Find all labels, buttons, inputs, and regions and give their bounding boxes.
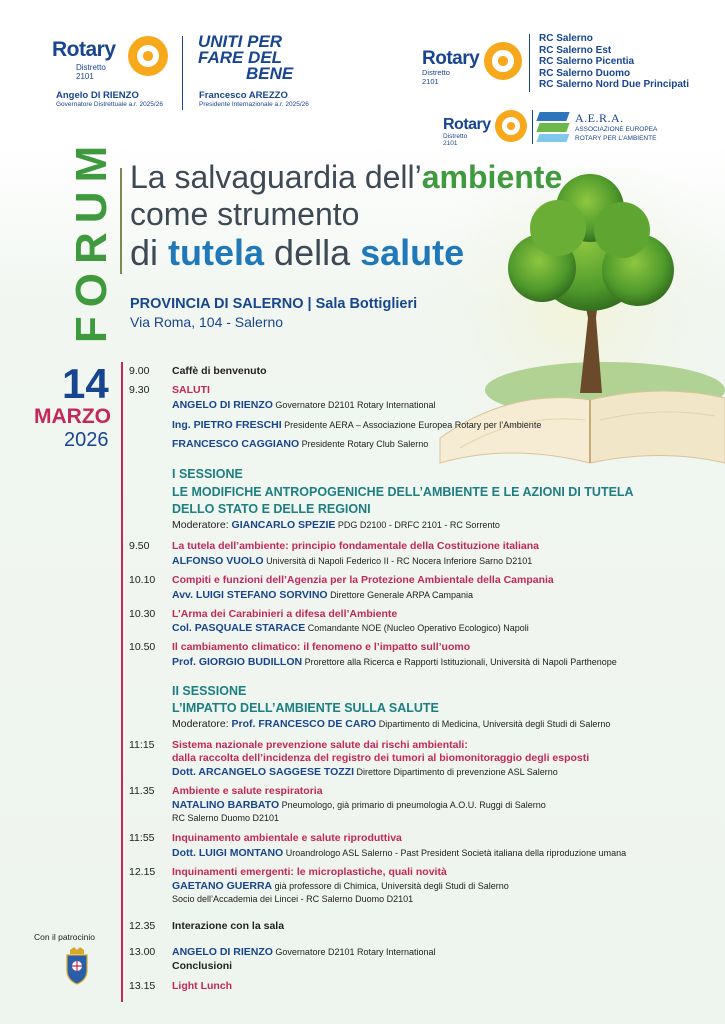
club-list (539, 33, 689, 91)
header-divider (529, 34, 530, 92)
district-label: Distretto 2101 (443, 133, 468, 147)
agenda-time: 10.30 (129, 608, 156, 620)
president-name: Francesco AREZZO (199, 90, 288, 101)
title-text: della (264, 232, 361, 273)
rotary-wordmark: Rotary (443, 116, 491, 133)
club-name: RC Salerno (539, 33, 593, 44)
speaker: NATALINO BARBATO Pneumologo, già primario di pneumologia A.O.U. Ruggi di Salerno (172, 799, 546, 811)
session-title: LE MODIFICHE ANTROPOGENICHE DELL’AMBIENTE E LE AZIONI DI TUTELA (172, 485, 634, 499)
talk-title: dalla raccolta dell’incidenza del registro dei tumori al biomonitoraggio degli esposti (172, 752, 590, 764)
agenda-time: 10.50 (129, 641, 156, 653)
province-crest-icon (62, 946, 92, 986)
session-title: L’IMPATTO DELL’AMBIENTE SULLA SALUTE (172, 701, 439, 715)
venue-name: PROVINCIA DI SALERNO | Sala Bottiglieri (130, 296, 418, 312)
session-label: II SESSIONE (172, 684, 247, 698)
speaker: Col. PASQUALE STARACE Comandante NOE (Nucleo Operativo Ecologico) Napoli (172, 622, 529, 634)
talk-title: La tutela dell’ambiente: principio fondamentale della Costituzione italiana (172, 540, 539, 552)
session-title: DELLO STATO E DELLE REGIONI (172, 502, 371, 516)
title-accent-bar (120, 168, 122, 274)
aera-logo-icon (538, 112, 568, 142)
speaker: Prof. GIORGIO BUDILLON Prorettore alla Ricerca e Rapporti Istituzionali, Università di Napoli Parthenope (172, 656, 617, 668)
speaker-affiliation: RC Salerno Duomo D2101 (172, 813, 280, 823)
speaker: Ing. PIETRO FRESCHI Presidente AERA – Associazione Europea Rotary per l’Ambiente (172, 419, 542, 431)
event-year: 2026 (64, 429, 109, 451)
forum-title (130, 158, 562, 274)
governor-role: Governatore Distrettuale a.r. 2025/26 (56, 101, 163, 108)
club-name: RC Salerno Est (539, 44, 612, 56)
speaker: ANGELO DI RIENZO Governatore D2101 Rotary International (172, 399, 436, 411)
patronage-label: Con il patrocinio (34, 932, 95, 942)
speaker: ALFONSO VUOLO Università di Napoli Federico II - RC Nocera Inferiore Sarno D2101 (172, 555, 533, 567)
aera-title: A.E.R.A. (575, 111, 624, 125)
event-day: 14 (62, 360, 109, 407)
rotary-wheel-icon (495, 110, 527, 142)
talk-title: Inquinamento ambientale e salute riproduttiva (172, 832, 402, 844)
rotary-wordmark: Rotary (52, 38, 116, 61)
speaker: Dott. ARCANGELO SAGGESE TOZZI Direttore Dipartimento di prevenzione ASL Salerno (172, 766, 558, 778)
talk-title: Compiti e funzioni dell’Agenzia per la Protezione Ambientale della Campania (172, 574, 554, 586)
agenda-time: 9.00 (129, 365, 150, 377)
title-text: La salvaguardia dell’ (130, 159, 422, 195)
header-divider (182, 36, 183, 110)
moderator: Moderatore: Prof. FRANCESCO DE CARO Dipartimento di Medicina, Università degli Studi di Salerno (172, 718, 611, 730)
agenda-item: Light Lunch (172, 980, 233, 992)
rotary-wordmark: Rotary (422, 48, 480, 69)
club-name: RC Salerno Picentia (539, 56, 635, 68)
aera-subtitle: ASSOCIAZIONE EUROPEA (575, 126, 658, 133)
agenda-time: 9.30 (129, 384, 150, 396)
governor-name: Angelo DI RIENZO (56, 90, 139, 101)
rotary-wheel-icon (128, 36, 168, 76)
club-name: RC Salerno Duomo (539, 67, 631, 79)
speaker-affiliation: Socio dell’Accademia dei Lincei - RC Salerno Duomo D2101 (172, 894, 414, 904)
agenda-time: 12.15 (129, 866, 156, 878)
club-name: RC Salerno Nord Due Principati (539, 79, 690, 91)
aera-subtitle: ROTARY PER L'AMBIENTE (575, 135, 657, 142)
agenda-time: 13.00 (129, 946, 156, 958)
talk-title: Sistema nazionale prevenzione salute dai rischi ambientali: (172, 739, 468, 751)
agenda-item: Interazione con la sala (172, 920, 285, 932)
venue-address: Via Roma, 104 - Salerno (130, 314, 284, 330)
rotary-wheel-icon (484, 42, 522, 80)
agenda-time: 11:55 (129, 832, 155, 844)
district-label: Distretto 2101 (422, 68, 450, 86)
header-divider (532, 110, 533, 144)
speaker: GAETANO GUERRA già professore di Chimica, Università degli Studi di Salerno (172, 880, 509, 892)
speaker: ANGELO DI RIENZO Governatore D2101 Rotary International (172, 946, 436, 958)
title-highlight: salute (360, 232, 465, 273)
title-highlight: tutela (168, 232, 265, 273)
motto-line: BENE (246, 64, 294, 83)
talk-title: Inquinamenti emergenti: le microplastiche, quali novità (172, 866, 447, 878)
district-label: Distretto 2101 (76, 63, 106, 81)
president-role: Presidente Internazionale a.r. 2025/26 (199, 101, 309, 108)
motto (198, 34, 293, 82)
agenda-item: SALUTI (172, 384, 210, 396)
talk-title: Ambiente e salute respiratoria (172, 785, 323, 797)
title-highlight: ambiente (421, 159, 563, 195)
session-label: I SESSIONE (172, 467, 243, 481)
talk-title: Il cambiamento climatico: il fenomeno e l’impatto sull’uomo (172, 641, 471, 653)
agenda-time: 13.15 (129, 980, 156, 992)
speaker: Avv. LUIGI STEFANO SORVINO Direttore Generale ARPA Campania (172, 589, 473, 601)
motto-line: UNITI PER (198, 32, 283, 51)
agenda-time: 11:15 (129, 739, 155, 751)
event-month: MARZO (34, 405, 111, 428)
agenda-item: Caffè di benvenuto (172, 365, 267, 377)
moderator: Moderatore: GIANCARLO SPEZIE PDG D2100 - DRFC 2101 - RC Sorrento (172, 519, 500, 531)
motto-line: FARE DEL (198, 48, 283, 67)
agenda-time: 9.50 (129, 540, 150, 552)
title-text: di (130, 232, 169, 273)
agenda-time: 11.35 (129, 785, 155, 797)
title-text: come strumento (130, 196, 360, 232)
timeline-line (121, 362, 123, 1002)
talk-title: L’Arma dei Carabinieri a difesa dell’Ambiente (172, 608, 398, 620)
speaker: FRANCESCO CAGGIANO Presidente Rotary Club Salerno (172, 438, 429, 450)
agenda-time: 10.10 (129, 574, 156, 586)
agenda-time: 12.35 (129, 920, 156, 932)
forum-label: FORUM (67, 136, 116, 344)
agenda-item: Conclusioni (172, 960, 233, 972)
speaker: Dott. LUIGI MONTANO Uroandrologo ASL Salerno - Past President Società italiana della riproduzione umana (172, 847, 627, 859)
